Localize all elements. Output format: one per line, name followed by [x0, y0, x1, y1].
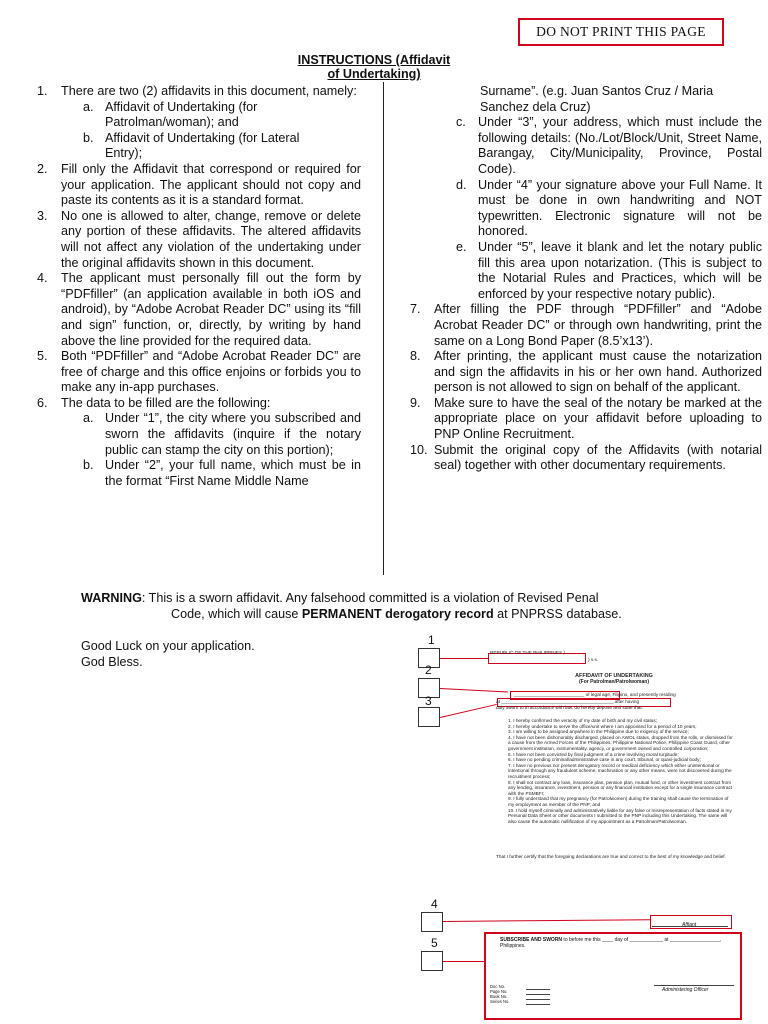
- certify-statement: That I further certify that the foregoing declarations are true and correct to the best of my knowledge and belief.: [496, 854, 726, 859]
- instruction-item-6e: e. Under “5”, leave it blank and let the notary public fill this area upon notarization. (This is subject to the Notarial Rules and Practices, which will be enforced by your respective notary public).: [456, 239, 762, 301]
- connector-5: [443, 961, 486, 962]
- warning-emphasis: PERMANENT derogatory record: [301, 606, 494, 621]
- republic-line: REPUBLIC OF THE PHILIPPINES ): [490, 650, 565, 655]
- affidavit-clauses: [508, 718, 734, 824]
- affidavit-intro-3: duly sworn to in accordance with law, do hereby depose and state that:: [496, 705, 643, 710]
- instruction-item-1: 1. There are two (2) affidavits in this document, namely:: [37, 84, 357, 98]
- instruction-item-2: 2. Fill only the Affidavit that correspond or required for your application. The applicant should not copy and paste its contents as it is a standard format.: [37, 161, 361, 208]
- clause: 6. I have no pending criminal/administrative case in any court, tribunal, or quasi-judicial body;: [508, 757, 701, 763]
- instruction-item-1a: a. Affidavit of Undertaking (for Patrolman/woman); and: [83, 99, 258, 130]
- title-line-2: of Undertaking): [327, 67, 421, 81]
- clause: 3. I am willing to be assigned anywhere in the Philippine due to exigency of the service;: [508, 729, 689, 735]
- instruction-item-6: 6. The data to be filled are the following:: [37, 395, 271, 410]
- connector-4: [443, 919, 650, 922]
- instruction-item-1b: b. Affidavit of Undertaking (for Lateral Entry);: [83, 130, 300, 161]
- affiant-label: Affiant: [682, 922, 697, 928]
- marker-5-label: 5: [431, 936, 438, 950]
- doc-line: [526, 989, 550, 990]
- administering-officer-label: Administering Officer: [662, 987, 709, 993]
- doc-line: [526, 1004, 550, 1005]
- affidavit-heading: AFFIDAVIT OF UNDERTAKING: [575, 673, 653, 679]
- warning-notice: WARNING: This is a sworn affidavit. Any falsehood committed is a violation of Revised Penal Code, which will cause PERMANENT derogatory record at PNPRSS database.: [81, 591, 622, 621]
- clause: 7. I have no previous nor present derogatory record or medical deficiency which either unintentional or intentional through any fraudulent scheme, machination or any other means, were not discovered during the recruitment process;: [508, 762, 732, 779]
- clause: 4. I have not been dishonorably discharged, placed on AWOL status, dropped from the rolls, or dismissed for a cause from the Armed Forces of the Philippines, Philippine National Police, Philippine Coast Guard, other government institution, instrumentality, agency, or government owned and controlled corporation;: [508, 734, 733, 751]
- instruction-item-8: 8. After printing, the applicant must cause the notarization and sign the affidavits in his or her own hand. Authorized person is not allowed to sign on behalf of the applicant.: [410, 349, 762, 395]
- affidavit-subheading: (For Patrolman/Patrolwoman): [578, 679, 649, 685]
- instruction-item-6a: a. Under “1”, the city where you subscribed and sworn the affidavits (inquire if the notary public can stamp the city on this portion);: [83, 411, 361, 457]
- instruction-item-3: 3. No one is allowed to alter, change, remove or delete any portion of these affidavits. The altered affidavits will not affect any violation of the undertaking under the original affidavits shown in this document.: [37, 208, 361, 270]
- instruction-item-10: 10. Submit the original copy of the Affidavits (with notarial seal) together with other documentary requirements.: [410, 442, 762, 473]
- title-line-1: INSTRUCTIONS (Affidavit: [297, 53, 451, 67]
- marker-3-box: [418, 707, 440, 727]
- clause: 9. I fully understand that my pregnancy (for Patrolwomen) during the training shall cause the termination of my employment as member of the PNP; and: [508, 796, 729, 807]
- instruction-item-6d: d. Under “4” your signature above your Full Name. It must be done in own handwriting and NOT typewritten. Electronic signature will not be honored.: [456, 177, 762, 239]
- clause: 8. I shall not contract any loan, insurance plan, pension plan, mutual fund, or other investment contract from any lending, insurance, investment, pension or any financial institution except for a single insurance contract with the PSMBFI;: [508, 779, 733, 796]
- officer-signature-line: [654, 985, 734, 986]
- instructions-right-column: [410, 84, 762, 474]
- warning-label: WARNING: [81, 591, 142, 605]
- connector-1: [440, 658, 488, 659]
- instruction-item-9: 9. Make sure to have the seal of the notary be marked at the appropriate place on your affidavit before uploading to PNP Online Recruitment.: [410, 395, 762, 442]
- instruction-item-6c: c. Under “3”, your address, which must include the following details: (No./Lot/Block/Unit, Street Name, Barangay, City/Municipality, Province, Postal Code).: [456, 115, 762, 176]
- instruction-item-7: 7. After filling the PDF through “PDFfiller” and “Adobe Acrobat Reader DC” or through own handwriting, print the same on a Long Bond Paper (8.5’x13’).: [410, 302, 762, 348]
- doc-labels: Doc No. Page No. Book No. Series No.: [490, 984, 510, 1004]
- affidavit-intro-2: at ___________________________________________ after having: [496, 699, 640, 704]
- marker-4-box: [421, 912, 443, 932]
- marker-2-label: 2: [425, 663, 432, 677]
- affidavit-preview: [488, 648, 740, 859]
- instructions-left-column: [37, 84, 361, 489]
- column-divider: [383, 82, 384, 575]
- clause: 1. I hereby confirmed the veracity of my date of birth and my civil status;: [508, 718, 658, 723]
- instruction-item-6b: b. Under “2”, your full name, which must be in the format “First Name Middle Name: [83, 458, 361, 488]
- page-title: [268, 53, 480, 81]
- doc-line: [526, 994, 550, 995]
- marker-3-label: 3: [425, 694, 432, 708]
- closing-message: Good Luck on your application. God Bless.: [81, 639, 255, 669]
- marker-4-label: 4: [431, 897, 438, 911]
- affidavit-intro-1: I, ___________________________ of legal age, Filipino, and presently residing: [510, 692, 676, 697]
- ss-mark: ) s.s.: [588, 657, 599, 662]
- subscribe-statement: SUBSCRIBE AND SWORN to before me this ____ day of ____________ at __________________, Philippines.: [500, 937, 722, 949]
- do-not-print-banner: DO NOT PRINT THIS PAGE: [518, 18, 724, 46]
- clause: 5. I have not been convicted by final judgment of a crime involving moral turpitude;: [508, 751, 679, 757]
- instruction-item-5: 5. Both “PDFfiller” and “Adobe Acrobat Reader DC” are free of charge and this office enjoins or forbids you to make any in-app purchases.: [37, 349, 361, 395]
- doc-line: [526, 999, 550, 1000]
- instruction-item-6b-continued: Surname”. (e.g. Juan Santos Cruz / Maria Sanchez dela Cruz): [480, 84, 714, 114]
- notary-section: [484, 932, 742, 1020]
- marker-5-box: [421, 951, 443, 971]
- clause: 2. I hereby undertake to serve the office/unit where I am appointed for a period of 10 years;: [508, 723, 697, 729]
- clause: 10. I hold myself criminally and administratively liable for any false or misrepresentation of facts stated in my Personal Data Sheet or other documents I submitted to the PNP including this Undertaking. The same will also cause the automatic nullification of my appointment as a Patrolman/Patrolwoman.: [508, 807, 732, 824]
- marker-1-label: 1: [428, 633, 435, 647]
- instruction-item-4: 4. The applicant must personally fill out the form by “PDFfiller” (an application available in both iOS and android), by “Adobe Acrobat Reader DC” using its “fill and sign” function, or, directly, by writing by hand above the line provided for the required data.: [37, 271, 361, 348]
